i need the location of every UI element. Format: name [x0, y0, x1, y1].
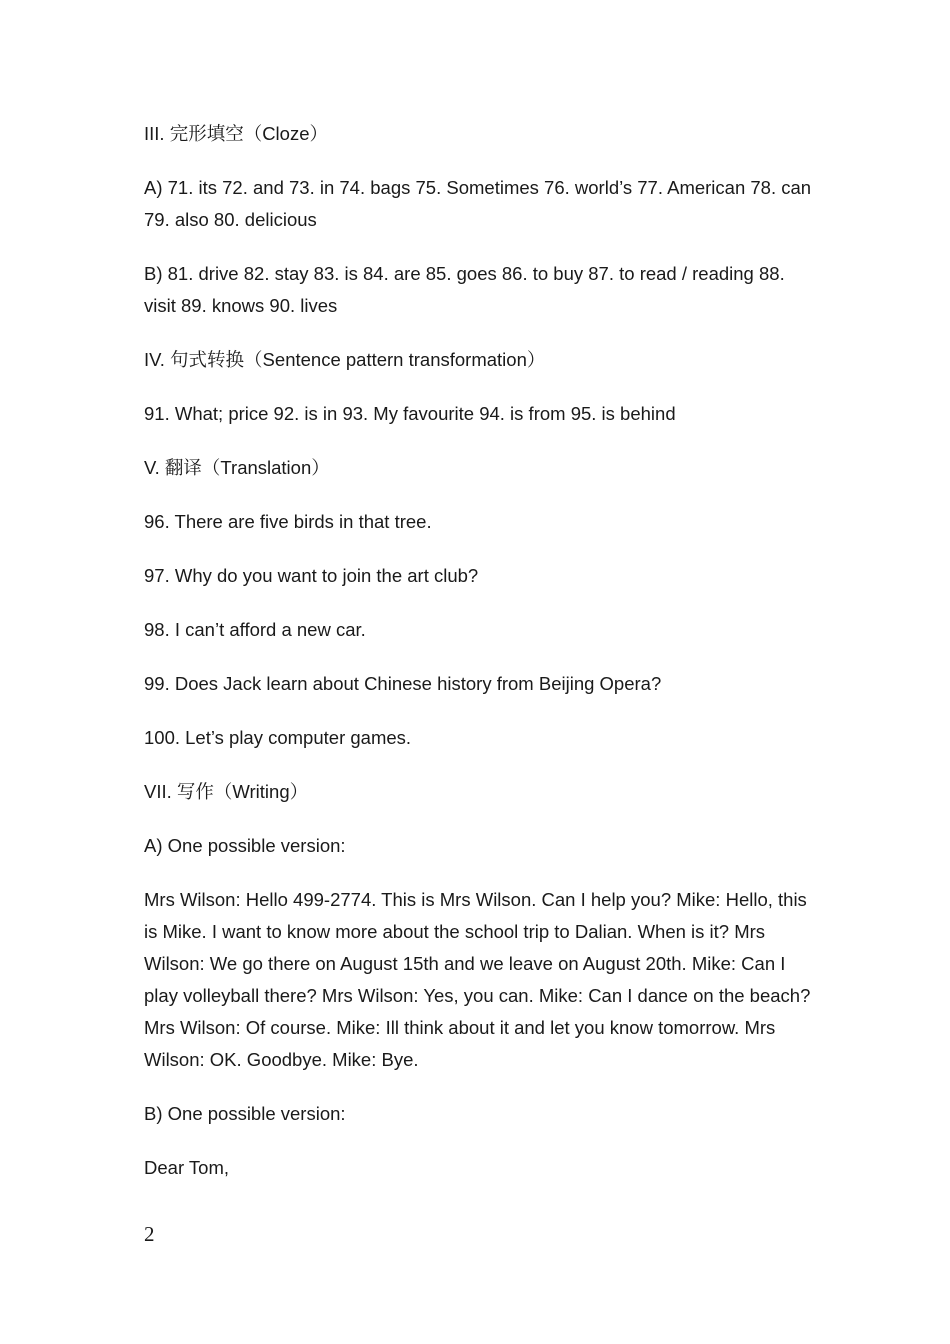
cloze-heading: III. 完形填空（Cloze）: [144, 123, 328, 144]
writing-part-b-label: B) One possible version:: [144, 1103, 346, 1124]
translation-answer-98: 98. I can’t afford a new car.: [144, 619, 366, 640]
answer-key-content: [144, 118, 814, 1206]
cloze-part-a-answers: A) 71. its 72. and 73. in 74. bags 75. Sometimes 76. world’s 77. American 78. can 79. also 80. delicious: [144, 177, 812, 230]
translation-answer-96: 96. There are five birds in that tree.: [144, 511, 432, 532]
sentence-transformation-answers: 91. What; price 92. is in 93. My favourite 94. is from 95. is behind: [144, 403, 676, 424]
page-number: 2: [144, 1222, 155, 1246]
writing-part-a-dialogue: Mrs Wilson: Hello 499-2774. This is Mrs Wilson. Can I help you? Mike: Hello, this is Mike. I want to know more about the school trip to Dalian. When is it? Mrs Wilson: We go there on August 15th and we leave on August 20th. Mike: Can I play volleyball there? Mrs Wilson: Yes, you can. Mike: Can I dance on the beach? Mrs Wilson: Of course. Mike: Ill think about it and let you know tomorrow. Mrs Wilson: OK. Goodbye. Mike: Bye.: [144, 889, 811, 1070]
writing-part-a-label: A) One possible version:: [144, 835, 346, 856]
translation-answer-99: 99. Does Jack learn about Chinese history from Beijing Opera?: [144, 673, 662, 694]
writing-heading: VII. 写作（Writing）: [144, 781, 309, 802]
translation-answer-97: 97. Why do you want to join the art club?: [144, 565, 479, 586]
sentence-transformation-heading: IV. 句式转换（Sentence pattern transformation）: [144, 349, 546, 370]
translation-answer-100: 100. Let’s play computer games.: [144, 727, 412, 748]
letter-salutation: Dear Tom,: [144, 1157, 229, 1178]
translation-heading: V. 翻译（Translation）: [144, 457, 330, 478]
cloze-part-b-answers: B) 81. drive 82. stay 83. is 84. are 85. goes 86. to buy 87. to read / reading 88. visit 89. knows 90. lives: [144, 263, 785, 316]
